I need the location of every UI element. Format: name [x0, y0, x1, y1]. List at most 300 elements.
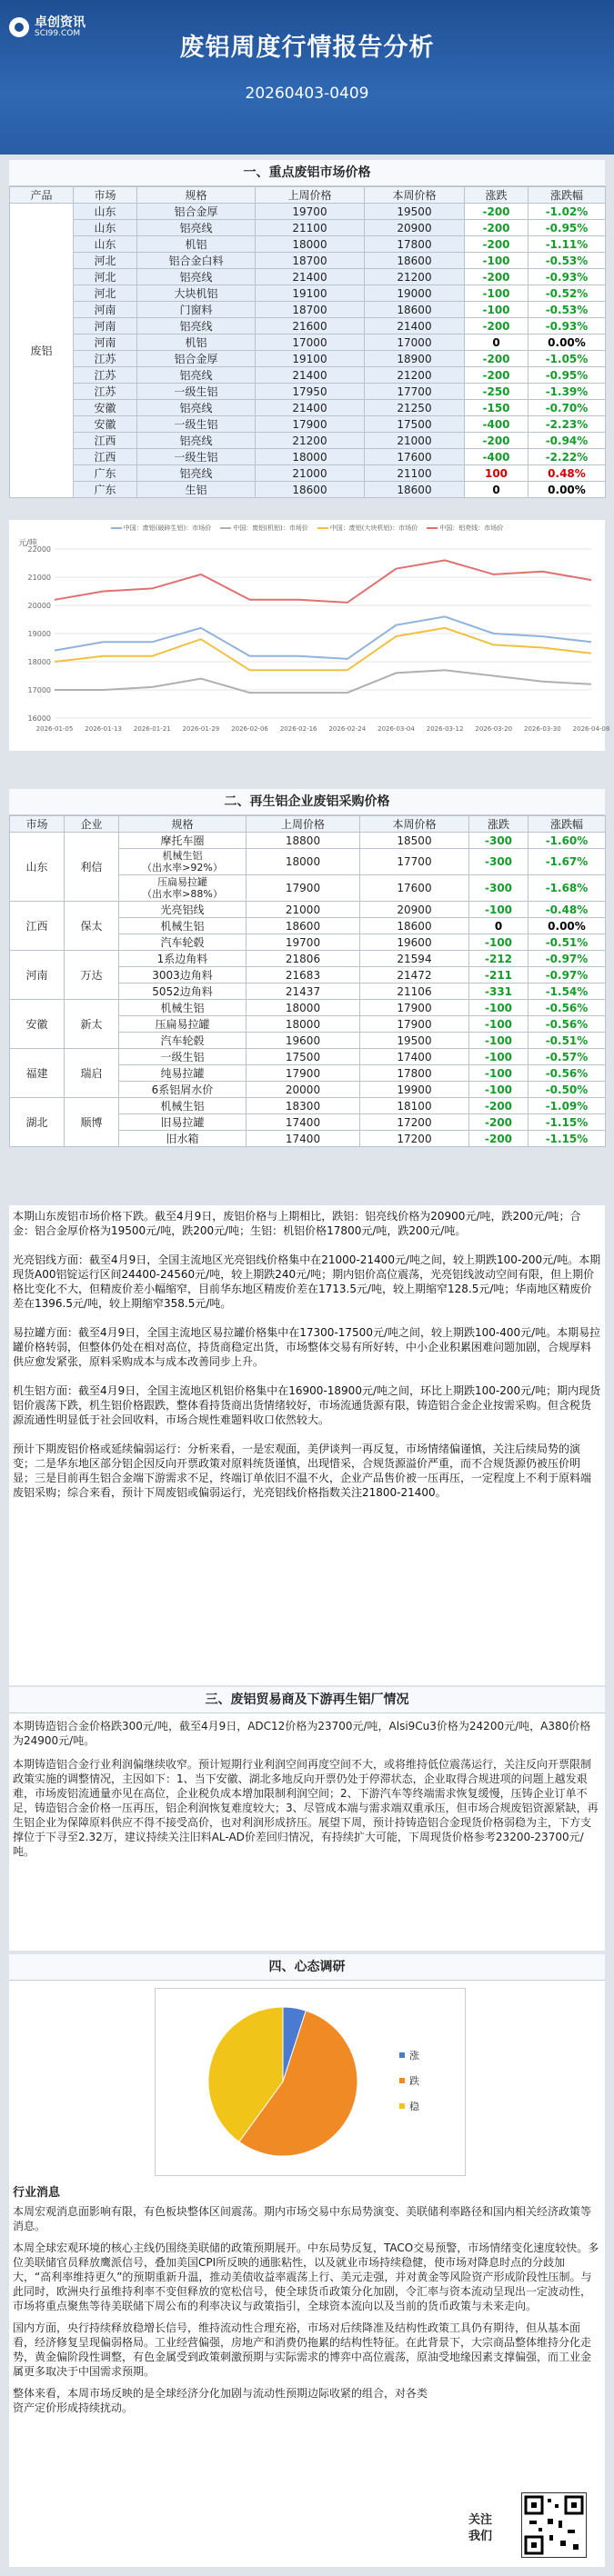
x-tick-label: 2026-03-30: [524, 725, 561, 733]
this-price-cell: 19500: [365, 204, 465, 220]
table-row: [10, 318, 606, 334]
spec-cell: 一级生铝: [137, 416, 256, 433]
table-row: [10, 269, 606, 285]
table-row: [10, 253, 606, 269]
change-pct-cell: 0.00%: [528, 918, 606, 934]
market-cell: 河南: [10, 951, 65, 1000]
last-price-cell: 18700: [256, 253, 365, 269]
company-cell: 瑞启: [65, 1049, 119, 1098]
spec-cell: 5052边角料: [119, 983, 247, 1000]
column-header: 上周价格: [256, 187, 365, 204]
change-cell: -100: [469, 934, 528, 951]
change-pct-cell: -1.68%: [528, 875, 606, 902]
column-header: 涨跌: [465, 187, 528, 204]
last-price-cell: 18000: [256, 449, 365, 465]
table-row: [10, 449, 606, 465]
spec-cell: 6系铝屑水价: [119, 1082, 247, 1098]
change-cell: -400: [465, 416, 528, 433]
change-cell: 0: [465, 482, 528, 498]
column-header: 涨跌幅: [528, 816, 606, 833]
change-pct-cell: -1.05%: [528, 351, 606, 367]
x-tick-label: 2026-01-13: [85, 725, 122, 733]
column-header: 规格: [119, 816, 247, 833]
this-price-cell: 17800: [360, 1065, 469, 1082]
spec-cell: 机械生铝: [119, 1000, 247, 1016]
last-price-cell: 17900: [256, 416, 365, 433]
commentary-para: 机生铝方面：截至4月9日，全国主流地区机铝价格集中在16900-18900元/吨之间，环比上期跌100-200元/吨；期内现货铝价震荡下跌，机生铝价格跟跌，整体看持货商出货情绪较好，市场流通货源有限，铸造铝合金企业按需采购。但含税货源流通性明显低于社会回收料，市场合规性难题料收口依然较大。: [13, 1384, 601, 1426]
this-price-cell: 21594: [360, 951, 469, 967]
table-row: [10, 433, 606, 449]
table-row: [10, 902, 606, 918]
last-price-cell: 18000: [247, 1000, 360, 1016]
news-para: 本周宏观消息面影响有限，有色板块整体区间震荡。期内市场交易中东局势演变、美联储利率路径和国内相关经济政策等消息。: [13, 2205, 592, 2232]
last-price-cell: 19100: [256, 351, 365, 367]
y-tick-label: 17000: [27, 686, 51, 694]
table-row: [10, 285, 606, 302]
this-price-cell: 19500: [360, 1033, 469, 1049]
market-cell: 河北: [74, 269, 137, 285]
spec-cell: 铝亮线: [137, 220, 256, 236]
last-price-cell: 19700: [247, 934, 360, 951]
market-cell: 江苏: [74, 384, 137, 400]
line-chart-svg: [9, 536, 610, 745]
market-cell: 江西: [74, 433, 137, 449]
spec-cell: 纯易拉罐: [119, 1065, 247, 1082]
this-price-cell: 18600: [365, 302, 465, 318]
news-para: 整体来看，本周市场反映的是全球经济分化加剧与流动性预期边际收紧的组合，对各类资产定价形成持续扰动。: [13, 2387, 428, 2414]
market-cell: 江西: [74, 449, 137, 465]
change-pct-cell: -2.23%: [528, 416, 606, 433]
market-cell: 江西: [10, 902, 65, 951]
this-price-cell: 17900: [360, 1000, 469, 1016]
change-pct-cell: -1.39%: [528, 384, 606, 400]
y-tick-label: 16000: [27, 714, 51, 723]
legend-item: [427, 524, 503, 533]
this-price-cell: 18900: [365, 351, 465, 367]
commentary-para: 预计下期废铝价格或延续偏弱运行：分析来看，一是宏观面，美伊谈判一再反复，市场情绪偏谨慎，关注后续局势的演变；二是华东地区部分铝企因反向开票政策对原料统货谨慎，出现惜采，合规货源溢价严重，而不合规货源仍被压价明显；三是目前再生铝合金端下游需求不足，终端订单依旧不温不火，企业产品售价被一压再压，一定程度上不利于原料端废铝采购；综合来看，预计下周废铝或偏弱运行，光亮铝线价格指数关注21800-21400。: [13, 1443, 592, 1499]
last-price-cell: 21683: [247, 967, 360, 983]
table-row: [10, 204, 606, 220]
spec-cell: 铝亮线: [137, 465, 256, 482]
change-cell: -100: [469, 1049, 528, 1065]
section-market-prices: [9, 160, 605, 498]
market-commentary: [9, 1205, 605, 1685]
logo-url: SCI99.COM: [35, 29, 81, 38]
legend-swatch: [111, 527, 122, 529]
this-price-cell: 17700: [365, 384, 465, 400]
last-price-cell: 17900: [247, 1065, 360, 1082]
company-cell: 万达: [65, 951, 119, 1000]
this-price-cell: 17600: [365, 449, 465, 465]
market-cell: 河北: [74, 253, 137, 269]
pie-legend-label: 稳: [409, 2101, 419, 2112]
last-price-cell: 21806: [247, 951, 360, 967]
x-tick-label: 2026-01-05: [35, 725, 74, 733]
section-downstream: [9, 1687, 605, 1951]
news-para: 本周全球宏观环境的核心主线仍围绕美联储的政策预期展开。中东局势反复，TACO交易预警，市场情绪变化速度较快。多位美联储官员释放鹰派信号，叠加美国CPI所反映的通胀粘性，以及就业市场持续稳健，使市场对降息时点的分歧加大，“高利率维持更久”的预期重新升温，推动美债收益率震荡上行、美元走强，并对黄金等风险资产形成阶段性压制。与此同时，欧洲央行虽维持利率不变但释放的宽松信号，使全球货币政策分化加剧，令汇率与资本流动呈现出一定波动性，市场将重点聚焦等待美联储下周公布的利率决议与政策指引，全球资本流向以及当前的货币政策与未来走向。: [13, 2242, 599, 2312]
x-tick-label: 2026-03-20: [475, 725, 513, 733]
change-cell: -200: [465, 433, 528, 449]
change-cell: -200: [469, 1114, 528, 1131]
table-row: [10, 1098, 606, 1114]
spec-cell: 铝合金厚: [137, 204, 256, 220]
change-pct-cell: -1.15%: [528, 1114, 606, 1131]
x-tick-label: 2026-02-24: [328, 725, 367, 733]
spec-cell: 机械生铝 （出水率>92%）: [119, 849, 247, 875]
spec-cell: 摩托车圈: [119, 833, 247, 849]
legend-item: [111, 524, 211, 533]
change-pct-cell: -1.60%: [528, 833, 606, 849]
market-cell: 广东: [74, 482, 137, 498]
last-price-cell: 17950: [256, 384, 365, 400]
market-cell: 山东: [74, 220, 137, 236]
table-row: [10, 400, 606, 416]
table-row: [10, 367, 606, 384]
change-pct-cell: -0.95%: [528, 367, 606, 384]
change-cell: -211: [469, 967, 528, 983]
this-price-cell: 21200: [365, 367, 465, 384]
x-tick-label: 2026-02-06: [231, 725, 268, 733]
last-price-cell: 21600: [256, 318, 365, 334]
last-price-cell: 21100: [256, 220, 365, 236]
spec-cell: 铝合金白料: [137, 253, 256, 269]
market-cell: 山东: [74, 204, 137, 220]
change-cell: -200: [465, 351, 528, 367]
x-tick-label: 2026-04-08: [572, 725, 610, 733]
product-cell: 废铝: [10, 204, 74, 498]
market-cell: 河南: [74, 318, 137, 334]
change-pct-cell: 0.48%: [528, 465, 606, 482]
pie-legend-swatch: [399, 2103, 405, 2109]
table-row: [10, 1000, 606, 1016]
market-cell: 山东: [74, 236, 137, 253]
change-pct-cell: -0.57%: [528, 1049, 606, 1065]
company-cell: 顺博: [65, 1098, 119, 1147]
change-cell: -331: [469, 983, 528, 1000]
change-pct-cell: -1.02%: [528, 204, 606, 220]
spec-cell: 旧易拉罐: [119, 1114, 247, 1131]
spec-cell: 一级生铝: [119, 1049, 247, 1065]
this-price-cell: 17800: [365, 236, 465, 253]
this-price-cell: 17900: [360, 1016, 469, 1033]
table-row: [10, 416, 606, 433]
y-tick-label: 22000: [27, 545, 51, 554]
change-cell: -200: [465, 220, 528, 236]
change-cell: -100: [469, 1065, 528, 1082]
spec-cell: 机械生铝: [119, 1098, 247, 1114]
legend-label: 中国：铝亮线：市场价: [439, 524, 504, 532]
change-pct-cell: 0.00%: [528, 334, 606, 351]
change-pct-cell: -0.95%: [528, 220, 606, 236]
this-price-cell: 21472: [360, 967, 469, 983]
spec-cell: 门窗料: [137, 302, 256, 318]
price-trend-chart: [9, 520, 610, 751]
change-pct-cell: -1.11%: [528, 236, 606, 253]
change-cell: -150: [465, 400, 528, 416]
spec-cell: 大块机铝: [137, 285, 256, 302]
change-pct-cell: -0.97%: [528, 967, 606, 983]
market-cell: 广东: [74, 465, 137, 482]
last-price-cell: 18800: [247, 833, 360, 849]
spec-cell: 1系边角料: [119, 951, 247, 967]
change-cell: -400: [465, 449, 528, 465]
qr-pattern: [522, 2493, 586, 2557]
spec-cell: 旧水箱: [119, 1131, 247, 1147]
last-price-cell: 21437: [247, 983, 360, 1000]
last-price-cell: 17000: [256, 334, 365, 351]
report-title: 废铝周度行情报告分析: [179, 34, 435, 62]
this-price-cell: 21106: [360, 983, 469, 1000]
last-price-cell: 19600: [247, 1033, 360, 1049]
table-row: [10, 1049, 606, 1065]
section-title: 一、重点废铝市场价格: [9, 160, 605, 186]
spec-cell: 铝亮线: [137, 433, 256, 449]
this-price-cell: 18600: [365, 482, 465, 498]
change-pct-cell: -1.09%: [528, 1098, 606, 1114]
y-tick-label: 21000: [27, 574, 51, 582]
section-title: 三、废铝贸易商及下游再生铝厂情况: [9, 1687, 605, 1713]
this-price-cell: 18100: [360, 1098, 469, 1114]
change-cell: -100: [465, 285, 528, 302]
table-row: [10, 334, 606, 351]
change-pct-cell: -0.56%: [528, 1016, 606, 1033]
last-price-cell: 19100: [256, 285, 365, 302]
last-price-cell: 21000: [247, 902, 360, 918]
this-price-cell: 18600: [365, 253, 465, 269]
spec-cell: 机械生铝: [119, 918, 247, 934]
last-price-cell: 18300: [247, 1098, 360, 1114]
change-cell: -300: [469, 875, 528, 902]
last-price-cell: 18000: [247, 849, 360, 875]
legend-label: 中国：废铝(破碎生铝)：市场价: [123, 524, 212, 532]
series-line: [55, 670, 591, 693]
last-price-cell: 18000: [256, 236, 365, 253]
this-price-cell: 17200: [360, 1131, 469, 1147]
y-tick-label: 19000: [27, 630, 51, 638]
change-pct-cell: -0.94%: [528, 433, 606, 449]
pie-legend-label: 涨: [409, 2050, 419, 2062]
last-price-cell: 18000: [247, 1016, 360, 1033]
legend-item: [220, 524, 307, 533]
report-header: [0, 0, 614, 155]
this-price-cell: 21200: [365, 269, 465, 285]
this-price-cell: 21100: [365, 465, 465, 482]
spec-cell: 汽车轮毂: [119, 934, 247, 951]
spec-cell: 光亮铝线: [119, 902, 247, 918]
change-pct-cell: -0.52%: [528, 285, 606, 302]
spec-cell: 汽车轮毂: [119, 1033, 247, 1049]
series-line: [55, 560, 591, 603]
change-cell: -100: [465, 253, 528, 269]
x-tick-label: 2026-01-21: [133, 725, 171, 733]
this-price-cell: 21000: [365, 433, 465, 449]
change-cell: -250: [465, 384, 528, 400]
change-pct-cell: -0.93%: [528, 269, 606, 285]
market-cell: 河南: [74, 302, 137, 318]
y-axis-unit: 元/吨: [18, 539, 38, 548]
change-pct-cell: -0.56%: [528, 1065, 606, 1082]
industry-news-title: 行业消息: [13, 2186, 61, 2200]
market-cell: 江苏: [74, 351, 137, 367]
this-price-cell: 17000: [365, 334, 465, 351]
change-cell: -200: [469, 1131, 528, 1147]
pie-legend-swatch: [399, 2052, 405, 2058]
this-price-cell: 17200: [360, 1114, 469, 1131]
market-cell: 山东: [10, 833, 65, 902]
column-header: 市场: [10, 816, 65, 833]
section-purchase-prices: [9, 789, 605, 1147]
column-header: 上周价格: [247, 816, 360, 833]
x-tick-label: 2026-03-12: [426, 725, 464, 733]
change-cell: 0: [469, 918, 528, 934]
legend-item: [317, 524, 418, 533]
y-tick-label: 20000: [27, 602, 51, 610]
spec-cell: 压扁易拉罐 （出水率>88%）: [119, 875, 247, 902]
change-cell: -300: [469, 849, 528, 875]
change-cell: -100: [469, 1033, 528, 1049]
company-cell: 保太: [65, 902, 119, 951]
y-tick-label: 18000: [27, 658, 51, 666]
change-pct-cell: -0.53%: [528, 302, 606, 318]
spec-cell: 压扁易拉罐: [119, 1016, 247, 1033]
last-price-cell: 17400: [247, 1114, 360, 1131]
change-cell: -200: [465, 204, 528, 220]
column-header: 产品: [10, 187, 74, 204]
last-price-cell: 17900: [247, 875, 360, 902]
change-pct-cell: -1.15%: [528, 1131, 606, 1147]
spec-cell: 机铝: [137, 236, 256, 253]
last-price-cell: 17500: [247, 1049, 360, 1065]
table-row: [10, 482, 606, 498]
market-cell: 福建: [10, 1049, 65, 1098]
change-cell: -100: [469, 1082, 528, 1098]
column-header: 本周价格: [360, 816, 469, 833]
change-cell: -300: [469, 833, 528, 849]
legend-swatch: [427, 527, 438, 529]
last-price-cell: 21400: [256, 269, 365, 285]
follow-us-label: 关注我们: [468, 2513, 493, 2543]
pie-legend-label: 跌: [409, 2075, 419, 2087]
table-row: [10, 220, 606, 236]
section-title: 四、心态调研: [9, 1954, 605, 1981]
last-price-cell: 18600: [247, 918, 360, 934]
this-price-cell: 19900: [360, 1082, 469, 1098]
last-price-cell: 21400: [256, 367, 365, 384]
this-price-cell: 17700: [360, 849, 469, 875]
change-cell: -100: [469, 1000, 528, 1016]
pie-frame: [155, 1988, 466, 2176]
change-pct-cell: -0.97%: [528, 951, 606, 967]
column-header: 市场: [74, 187, 137, 204]
change-pct-cell: -1.67%: [528, 849, 606, 875]
commentary-para: 易拉罐方面：截至4月9日，全国主流地区易拉罐价格集中在17300-17500元/吨之间，较上期跌100-400元/吨。本期易拉罐价格转弱，但整体仍处在相对高位，持货商稳定出货，市场整体交易有所好转，中小企业积累困难问题加剧，合规厚料供应愈发紧张，原料采购成本与成本改善同步上升。: [13, 1326, 601, 1368]
legend-label: 中国：废铝(机铝)：市场价: [233, 524, 308, 532]
column-header: 本周价格: [365, 187, 465, 204]
spec-cell: 铝亮线: [137, 400, 256, 416]
last-price-cell: 17400: [247, 1131, 360, 1147]
change-pct-cell: 0.00%: [528, 482, 606, 498]
column-header: 涨跌幅: [528, 187, 606, 204]
market-cell: 安徽: [10, 1000, 65, 1049]
change-pct-cell: -0.53%: [528, 253, 606, 269]
sentiment-pie-chart: [156, 1989, 465, 2175]
company-cell: 利信: [65, 833, 119, 902]
last-price-cell: 19700: [256, 204, 365, 220]
change-pct-cell: -0.50%: [528, 1082, 606, 1098]
change-pct-cell: -0.93%: [528, 318, 606, 334]
x-tick-label: 2026-01-29: [182, 725, 220, 733]
x-tick-label: 2026-03-04: [377, 725, 415, 733]
change-pct-cell: -0.56%: [528, 1000, 606, 1016]
column-header: 涨跌: [469, 816, 528, 833]
column-header: 规格: [137, 187, 256, 204]
table-row: [10, 384, 606, 400]
this-price-cell: 20900: [360, 902, 469, 918]
spec-cell: 一级生铝: [137, 449, 256, 465]
this-price-cell: 17500: [365, 416, 465, 433]
sentiment-pie-area: [9, 1981, 605, 2181]
commentary-para: 光亮铝线方面：截至4月9日，全国主流地区光亮铝线价格集中在21000-21400元/吨之间，较上期跌100-200元/吨。本期现货A00铝锭运行区间24400-24560元/吨，较上期跌240元/吨；期内铝价高位震荡，光亮铝线波动空间有限，但上期价格比变化不大，但精废价差小幅缩窄，目前华东地区精废价差在1713.5元/吨，较上期缩窄128.5元/吨；华南地区精废价差在1396.5元/吨，较上期缩窄358.5元/吨。: [13, 1253, 601, 1310]
change-cell: -200: [465, 367, 528, 384]
report-date: 20260403-0409: [245, 85, 369, 103]
change-pct-cell: -2.22%: [528, 449, 606, 465]
change-cell: 100: [465, 465, 528, 482]
spec-cell: 一级生铝: [137, 384, 256, 400]
section-sentiment: [9, 1954, 605, 2567]
table-row: [10, 465, 606, 482]
news-para: 国内方面，央行持续释放稳增长信号，维持流动性合理充裕，市场对后续降准及结构性政策工具仍有期待，但从基本面看，经济修复呈现偏弱格局。工业经营偏强，房地产和消费仍拖累的结构性特征。在此背景下，大宗商品整体维持分化走势，黄金偏阶段性调整，有色金属受到政策刺激预期与实际需求的博弈中高位震荡，原油受地缘因素支撑偏强，而工业金属更多取决于中国需求预期。: [13, 2321, 592, 2378]
change-pct-cell: -0.51%: [528, 1033, 606, 1049]
change-cell: -200: [465, 269, 528, 285]
spec-cell: 3003边角料: [119, 967, 247, 983]
market-cell: 河南: [74, 334, 137, 351]
change-cell: 0: [465, 334, 528, 351]
change-cell: -200: [469, 1098, 528, 1114]
series-line: [55, 616, 591, 659]
this-price-cell: 17400: [360, 1049, 469, 1065]
chart-legend: [9, 520, 605, 536]
change-cell: -200: [465, 318, 528, 334]
this-price-cell: 18500: [360, 833, 469, 849]
change-pct-cell: -0.51%: [528, 934, 606, 951]
last-price-cell: 21200: [256, 433, 365, 449]
spec-cell: 铝亮线: [137, 269, 256, 285]
last-price-cell: 18700: [256, 302, 365, 318]
spec-cell: 机铝: [137, 334, 256, 351]
market-cell: 安徽: [74, 416, 137, 433]
legend-swatch: [317, 527, 328, 529]
spec-cell: 生铝: [137, 482, 256, 498]
this-price-cell: 17600: [360, 875, 469, 902]
this-price-cell: 19600: [360, 934, 469, 951]
last-price-cell: 21400: [256, 400, 365, 416]
this-price-cell: 21250: [365, 400, 465, 416]
market-cell: 河北: [74, 285, 137, 302]
last-price-cell: 18600: [256, 482, 365, 498]
change-pct-cell: -1.54%: [528, 983, 606, 1000]
this-price-cell: 20900: [365, 220, 465, 236]
pie-legend-swatch: [399, 2078, 405, 2083]
legend-swatch: [220, 527, 231, 529]
this-price-cell: 21400: [365, 318, 465, 334]
downstream-para: 本期铸造铝合金价格跌300元/吨，截至4月9日，ADC12价格为23700元/吨，Alsi9Cu3价格为24200元/吨，A380价格为24900元/吨。: [13, 1720, 591, 1747]
change-cell: -212: [469, 951, 528, 967]
change-cell: -100: [465, 302, 528, 318]
change-pct-cell: -0.70%: [528, 400, 606, 416]
last-price-cell: 21000: [256, 465, 365, 482]
this-price-cell: 18600: [360, 918, 469, 934]
qr-code-icon[interactable]: [521, 2492, 587, 2558]
